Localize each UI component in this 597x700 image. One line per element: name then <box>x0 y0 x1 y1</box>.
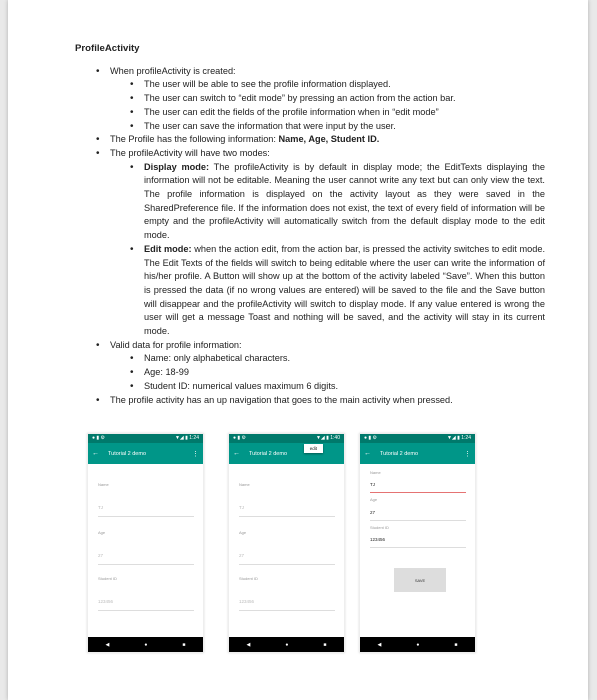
list-item: • Age: 18-99 <box>75 366 545 380</box>
navigation-line: • The profile activity has an up navigation that goes to the main activity when pressed. <box>75 394 545 408</box>
phone-edit-mode <box>359 433 476 653</box>
android-nav-bar <box>229 637 344 652</box>
app-bar <box>229 443 344 464</box>
name-input[interactable]: TJ <box>370 482 375 487</box>
modes-section: • The profileActivity will have two modes: • Display mode: The profileActivity is by default in display mode; the EditTexts displaying the information will not be editable. Meaning the user cannot write any text but can only view the text. The profile information is displayed on the activity layout as they were saved in the SharedPreference file. If the information does not exist, the text of every field of information will be empty and the profileActivity will automatically switch from the default display mode to the edit mode. • Edit mode: when the action edit, from the action bar, is pressed the activity switches to edit mode. The Edit Texts of the fields will switch to being editable where the user can write the information of his/her profile. A Button will show up at the bottom of the activity labeled “Save”. When this button is pressed the data (if no wrong values are entered) will be saved to the file and the Save button will disappear and the profileActivity will switch to display mode. If any value entered is wrong the user will get a message Toast and nothing will be saved, and the activity will stay in its current mode. <box>75 147 545 339</box>
age-label: Age <box>370 497 378 502</box>
divider <box>98 610 194 611</box>
student-id-field: 123456 <box>98 599 114 604</box>
back-arrow-icon[interactable]: ← <box>233 450 240 457</box>
list-item: • The user can edit the fields of the profile information when in “edit mode” <box>75 106 545 120</box>
name-label: Name <box>239 482 250 487</box>
edit-action-menu-item[interactable]: edit <box>304 444 323 453</box>
divider <box>370 520 466 521</box>
nav-home-icon[interactable]: ● <box>144 641 148 648</box>
name-label: Name <box>98 482 109 487</box>
valid-section: • Valid data for profile information: • Name: only alphabetical characters. • Age: 18-99 • Student ID: numerical values maximum 6 digits. <box>75 339 545 394</box>
app-bar <box>360 443 475 464</box>
status-bar: ● ▮ ⚙ ▼◢ ▮ 1:24 <box>360 434 475 443</box>
app-title: Tutorial 2 demo <box>249 450 288 457</box>
edit-mode-item: • Edit mode: when the action edit, from the action bar, is pressed the activity switches to edit mode. The Edit Texts of the fields will switch to being editable where the user can write the information of his/her profile. A Button will show up at the bottom of the activity labeled “Save”. When this button is pressed the data (if no wrong values are entered) will be saved to the file and the Save button will disappear and the profileActivity will switch to display mode. If any value entered is wrong the user will get a message Toast and nothing will be saved, and the activity will stay in its current mode. <box>75 243 545 339</box>
app-title: Tutorial 2 demo <box>380 450 419 457</box>
list-item: • The user will be able to see the profile information displayed. <box>75 78 545 92</box>
overflow-menu-icon[interactable]: ⋮ <box>192 450 199 458</box>
nav-recent-icon[interactable]: ■ <box>454 641 458 648</box>
divider <box>370 492 466 493</box>
info-line: • The Profile has the following information: Name, Age, Student ID. <box>75 133 545 147</box>
back-arrow-icon[interactable]: ← <box>364 450 371 457</box>
nav-home-icon[interactable]: ● <box>285 641 289 648</box>
status-bar: ● ▮ ⚙ ▼◢ ▮ 1:24 <box>88 434 203 443</box>
display-mode-item: • Display mode: The profileActivity is by default in display mode; the EditTexts displaying the information will not be editable. Meaning the user cannot write any text but can only view the text. The profile information is displayed on the activity layout as they were saved in the SharedPreference file. If the information does not exist, the text of every field of information will be empty and the profileActivity will automatically switch from the default display mode to the edit mode. <box>75 161 545 243</box>
student-id-input[interactable]: 123456 <box>370 537 386 542</box>
app-bar <box>88 443 203 464</box>
app-title: Tutorial 2 demo <box>108 450 147 457</box>
name-field: TJ <box>239 505 244 510</box>
student-id-label: Student ID <box>98 576 117 581</box>
age-field: 27 <box>98 553 104 558</box>
nav-back-icon[interactable]: ◀ <box>377 641 382 648</box>
divider <box>239 610 335 611</box>
nav-home-icon[interactable]: ● <box>416 641 420 648</box>
name-label: Name <box>370 470 381 475</box>
student-id-label: Student ID <box>239 576 258 581</box>
student-id-field: 123456 <box>239 599 255 604</box>
android-nav-bar <box>360 637 475 652</box>
name-field: TJ <box>98 505 103 510</box>
android-nav-bar <box>88 637 203 652</box>
nav-recent-icon[interactable]: ■ <box>182 641 186 648</box>
age-label: Age <box>239 530 247 535</box>
screenshots-row <box>0 433 597 653</box>
divider <box>239 516 335 517</box>
status-bar: ● ▮ ⚙ ▼◢ ▮ 1:40 <box>229 434 344 443</box>
divider <box>98 564 194 565</box>
save-button[interactable]: SAVE <box>394 568 446 592</box>
phone-edit-action <box>228 433 345 653</box>
nav-back-icon[interactable]: ◀ <box>105 641 110 648</box>
list-item: • The user can save the information that were input by the user. <box>75 120 545 134</box>
age-field: 27 <box>239 553 245 558</box>
divider <box>239 564 335 565</box>
age-input[interactable]: 27 <box>370 510 376 515</box>
nav-recent-icon[interactable]: ■ <box>323 641 327 648</box>
list-item: • The user can switch to “edit mode” by pressing an action from the action bar. <box>75 92 545 106</box>
list-item: • Name: only alphabetical characters. <box>75 352 545 366</box>
overflow-menu-icon[interactable]: ⋮ <box>464 450 471 458</box>
nav-back-icon[interactable]: ◀ <box>246 641 251 648</box>
student-id-label: Student ID <box>370 525 389 530</box>
age-label: Age <box>98 530 106 535</box>
created-section: • When profileActivity is created: • The user will be able to see the profile information displayed. • The user can switch to “edit mode” by pressing an action from the action bar. • The user can edit the fields of the profile information when in “edit mode” • The user can save the information that were input by the user. <box>75 65 545 134</box>
divider <box>370 547 466 548</box>
divider <box>98 516 194 517</box>
document-body <box>75 42 545 407</box>
back-arrow-icon[interactable]: ← <box>92 450 99 457</box>
doc-title: ProfileActivity <box>75 43 140 54</box>
phone-display-mode <box>87 433 204 653</box>
list-item: • Student ID: numerical values maximum 6 digits. <box>75 380 545 394</box>
